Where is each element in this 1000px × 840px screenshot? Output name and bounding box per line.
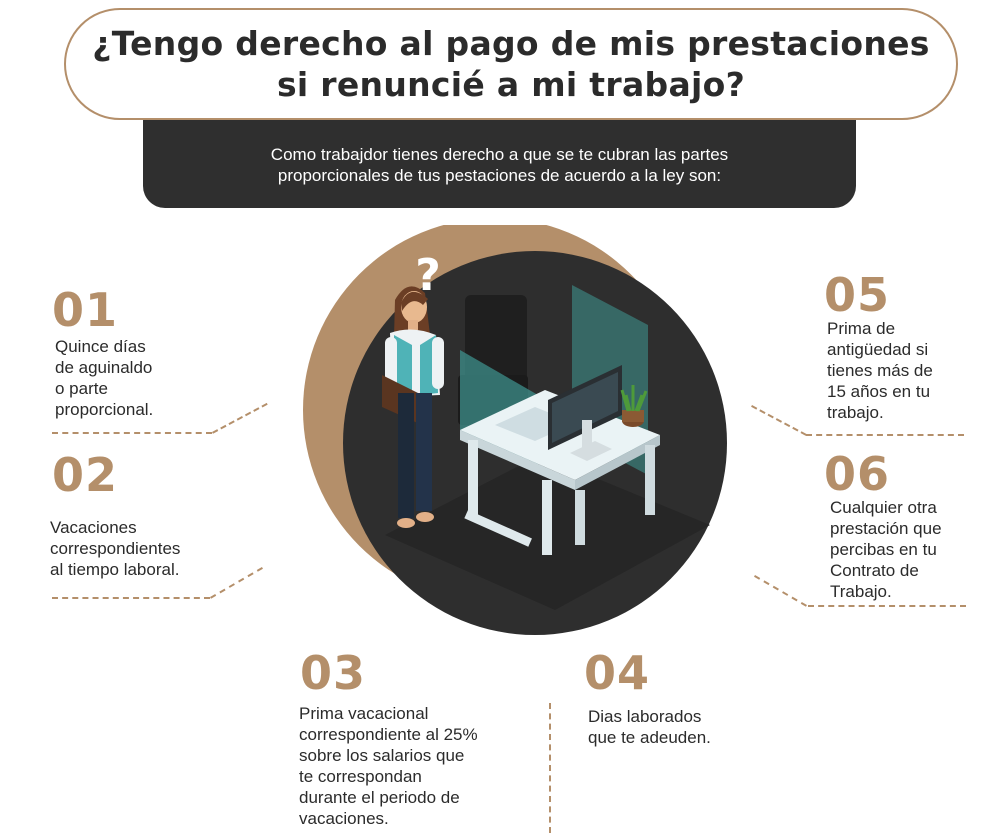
item-06-line-2: prestación que [830, 519, 942, 538]
item-04-line-2: que te adeuden. [588, 728, 711, 747]
office-illustration [290, 225, 750, 645]
intro-text-line-1: Como trabajdor tienes derecho a que se te cubran las partes [270, 145, 729, 164]
item-05-number: 05 [824, 268, 891, 322]
question-mark: ? [415, 250, 441, 301]
page-title-line-2: si renuncié a mi trabajo? [276, 65, 746, 104]
item-02-number: 02 [52, 448, 119, 502]
item-01-line-2: de aguinaldo [55, 358, 153, 377]
item-05-text [827, 318, 933, 423]
item-04-line-1: Dias laborados [588, 707, 702, 726]
item-05-line-2: antigüedad si [827, 340, 929, 359]
item-05-line-3: tienes más de [827, 361, 933, 380]
item-02-line-3: al tiempo laboral. [50, 560, 180, 579]
intro-text-line-2: proporcionales de tus pestaciones de acuerdo a la ley son: [277, 166, 722, 185]
item-02-text [50, 517, 180, 580]
item-06-divider [808, 605, 966, 607]
item-02-divider [52, 597, 210, 599]
item-05-line-1: Prima de [827, 319, 896, 338]
item-01-connector [212, 403, 268, 434]
item-05-line-5: trabajo. [827, 403, 884, 422]
item-06-connector [754, 575, 807, 607]
item-02-line-1: Vacaciones [50, 518, 137, 537]
item-06-line-1: Cualquier otra [830, 498, 937, 517]
page-title-line-1: ¿Tengo derecho al pago de mis prestaciones [92, 23, 930, 63]
item-03-line-5: durante el periodo de [299, 788, 460, 807]
item-01-line-3: o parte [55, 379, 108, 398]
item-03-line-6: vacaciones. [299, 809, 389, 828]
item-05-divider [806, 434, 964, 436]
item-06-line-4: Contrato de [830, 561, 919, 580]
item-02-line-2: correspondientes [50, 539, 181, 558]
item-03-text [299, 703, 478, 829]
item-01-line-1: Quince días [55, 337, 146, 356]
item-06-number: 06 [824, 447, 891, 501]
item-03-line-4: te correspondan [299, 767, 422, 786]
item-01-text [55, 336, 153, 420]
item-03-04-divider [549, 703, 551, 833]
item-03-line-3: sobre los salarios que [299, 746, 465, 765]
item-03-line-2: correspondiente al 25% [299, 725, 478, 744]
item-01-divider [52, 432, 212, 434]
item-05-line-4: 15 años en tu [827, 382, 931, 401]
item-01-line-4: proporcional. [55, 400, 154, 419]
item-03-line-1: Prima vacacional [299, 704, 429, 723]
item-03-number: 03 [300, 646, 367, 700]
item-05-connector [751, 405, 807, 436]
item-04-number: 04 [584, 646, 651, 700]
item-04-text [588, 706, 711, 748]
title-banner [64, 8, 958, 120]
item-06-line-3: percibas en tu [830, 540, 937, 559]
item-01-number: 01 [52, 283, 119, 337]
item-06-line-5: Trabajo. [830, 582, 892, 601]
item-06-text [830, 497, 942, 602]
item-02-connector [210, 567, 263, 599]
